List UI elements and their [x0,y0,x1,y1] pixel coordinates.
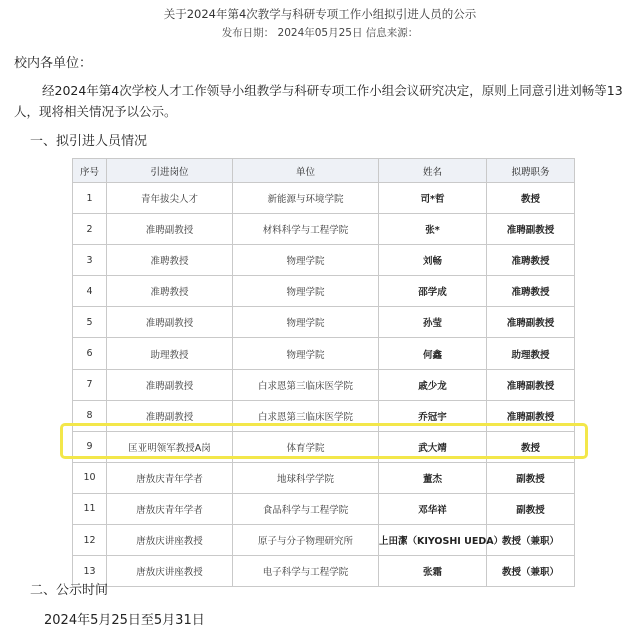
cell-unit: 物理学院 [233,245,379,276]
cell-unit: 白求恩第三临床医学院 [233,369,379,400]
table-row [73,245,575,276]
cell-position: 唐敖庆青年学者 [107,462,233,493]
cell-index: 10 [73,462,107,493]
cell-index: 3 [73,245,107,276]
cell-position: 准聘副教授 [107,369,233,400]
cell-name: 孙莹 [379,307,487,338]
cell-position: 唐敖庆讲座教授 [107,556,233,587]
cell-unit: 原子与分子物理研究所 [233,525,379,556]
table-row [73,493,575,524]
cell-position: 准聘教授 [107,245,233,276]
cell-name: 司*哲 [379,183,487,214]
cell-name: 邵学成 [379,276,487,307]
cell-index: 2 [73,214,107,245]
greeting: 校内各单位： [14,56,93,71]
cell-title: 教授 [487,431,575,462]
table-row [73,214,575,245]
cell-name: 上田潔（KIYOSHI UEDA） [379,525,487,556]
cell-index: 11 [73,493,107,524]
cell-name: 董杰 [379,462,487,493]
cell-name: 何鑫 [379,338,487,369]
cell-index: 5 [73,307,107,338]
cell-index: 8 [73,400,107,431]
section-heading-candidates: 一、拟引进人员情况 [30,134,148,149]
cell-name: 乔冠宇 [379,400,487,431]
cell-title: 副教授 [487,462,575,493]
cell-title: 教授（兼职） [487,525,575,556]
table-row [73,183,575,214]
cell-name: 张霜 [379,556,487,587]
header-unit: 单位 [233,159,379,183]
cell-title: 助理教授 [487,338,575,369]
cell-index: 1 [73,183,107,214]
cell-position: 青年拔尖人才 [107,183,233,214]
cell-position: 准聘副教授 [107,214,233,245]
cell-title: 准聘副教授 [487,214,575,245]
cell-title: 副教授 [487,493,575,524]
section-heading-period: 二、公示时间 [30,583,109,598]
table-row [73,525,575,556]
cell-unit: 体育学院 [233,431,379,462]
header-name: 姓名 [379,159,487,183]
cell-unit: 材料科学与工程学院 [233,214,379,245]
cell-unit: 食品科学与工程学院 [233,493,379,524]
cell-name: 邓华祥 [379,493,487,524]
cell-position: 准聘副教授 [107,400,233,431]
cell-name: 戚少龙 [379,369,487,400]
header-index: 序号 [73,159,107,183]
cell-unit: 物理学院 [233,276,379,307]
table-row [73,462,575,493]
table-row [73,556,575,587]
cell-name: 张* [379,214,487,245]
table-row [73,307,575,338]
cell-unit: 物理学院 [233,338,379,369]
cell-title: 教授（兼职） [487,556,575,587]
highlight-box [60,423,588,459]
header-title: 拟聘职务 [487,159,575,183]
cell-name: 刘畅 [379,245,487,276]
cell-title: 准聘副教授 [487,307,575,338]
cell-unit: 物理学院 [233,307,379,338]
cell-index: 7 [73,369,107,400]
cell-position: 匡亚明领军教授A岗 [107,431,233,462]
cell-position: 唐敖庆讲座教授 [107,525,233,556]
cell-title: 教授 [487,183,575,214]
table-row [73,276,575,307]
header-position: 引进岗位 [107,159,233,183]
cell-index: 13 [73,556,107,587]
cell-index: 12 [73,525,107,556]
cell-position: 唐敖庆青年学者 [107,493,233,524]
cell-position: 准聘教授 [107,276,233,307]
cell-unit: 新能源与环境学院 [233,183,379,214]
publicity-dates: 2024年5月25日至5月31日 [44,613,205,628]
cell-index: 4 [73,276,107,307]
cell-unit: 地球科学学院 [233,462,379,493]
cell-index: 6 [73,338,107,369]
cell-unit: 白求恩第三临床医学院 [233,400,379,431]
cell-index: 9 [73,431,107,462]
intro-paragraph: 经2024年第4次学校人才工作领导小组教学与科研专项工作小组会议研究决定，原则上同意引进刘畅等13人，现将相关情况予以公示。 [14,83,623,119]
candidates-table-wrapper [72,158,574,587]
table-row [73,369,575,400]
table-row [73,338,575,369]
publish-meta: 发布日期： 2024年05月25日 信息来源： [221,27,419,39]
candidates-table [72,158,575,587]
cell-title: 准聘副教授 [487,369,575,400]
cell-position: 准聘副教授 [107,307,233,338]
cell-unit: 电子科学与工程学院 [233,556,379,587]
cell-position: 助理教授 [107,338,233,369]
cell-title: 准聘教授 [487,245,575,276]
cell-title: 准聘教授 [487,276,575,307]
cell-name: 武大靖 [379,431,487,462]
table-header-row [73,159,575,183]
cell-title: 准聘副教授 [487,400,575,431]
notice-title: 关于2024年第4次教学与科研专项工作小组拟引进人员的公示 [163,7,477,21]
